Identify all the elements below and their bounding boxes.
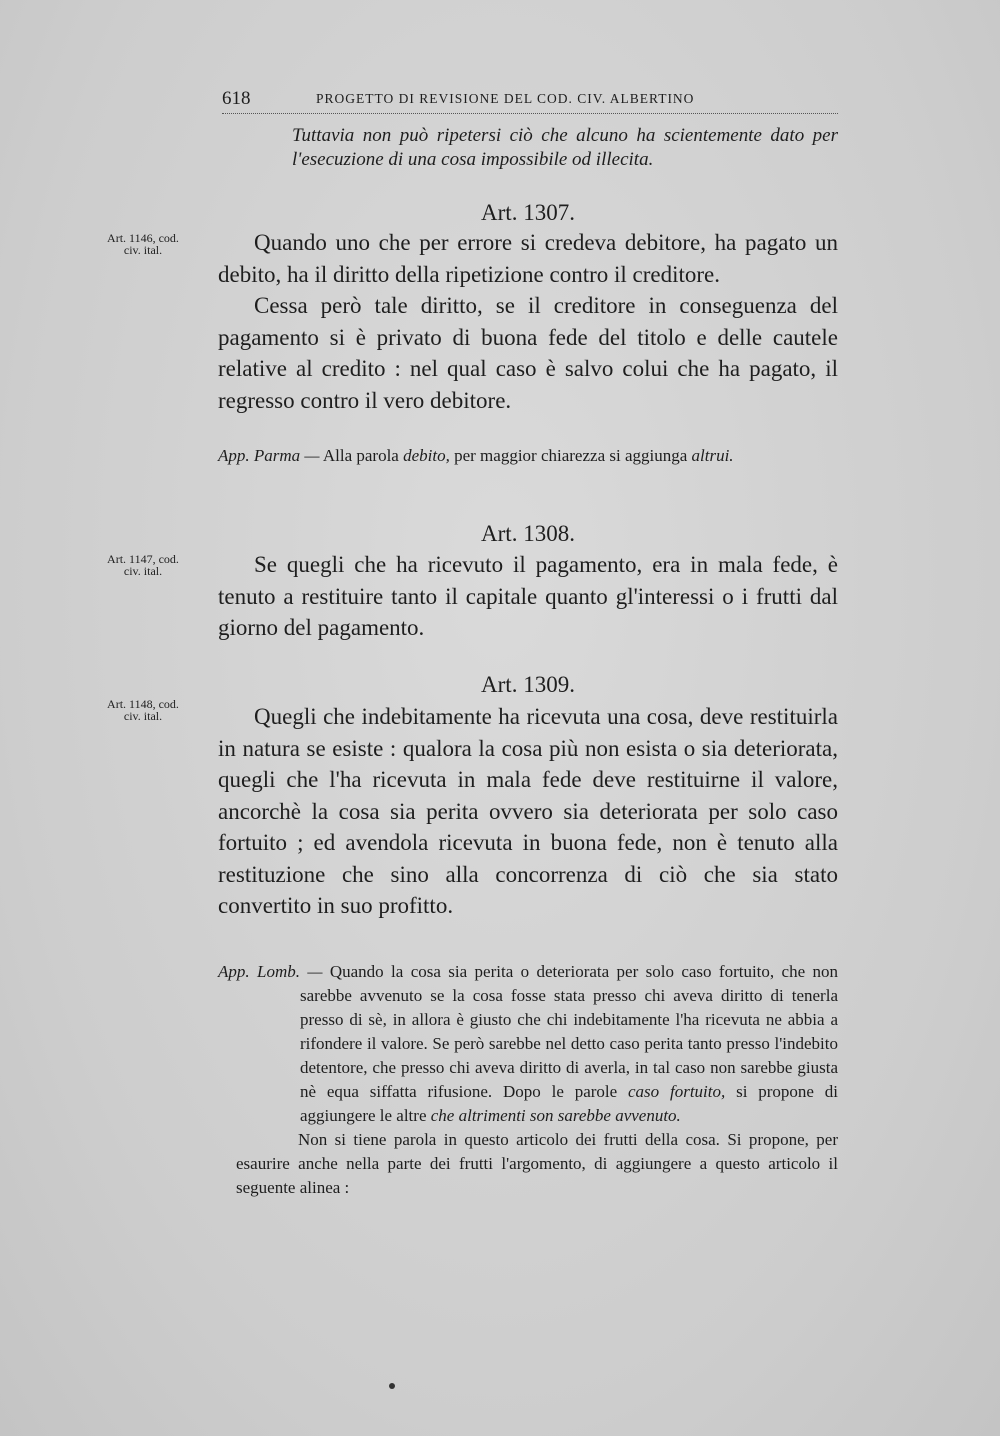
- running-header: [220, 88, 840, 114]
- note-end: che altrimenti son sarebbe avvenuto.: [430, 1106, 681, 1125]
- note-label: App. Parma —: [218, 446, 320, 465]
- article-heading: Art. 1308.: [481, 521, 575, 546]
- article-paragraph: Se quegli che ha ricevuto il pagamento, era in mala fede, è tenuto a restituire tanto il capitale quanto gl'interessi o i frutti dal giorno del pagamento.: [218, 552, 838, 640]
- header-rule: [222, 113, 838, 114]
- article-paragraph: Quando uno che per errore si credeva debitore, ha pagato un debito, ha il diritto della ripetizione contro il creditore.: [218, 230, 838, 287]
- article-body: [218, 701, 838, 922]
- note-end: altrui.: [691, 446, 734, 465]
- margin-note-line: Art. 1146, cod.: [107, 231, 179, 245]
- article-body: [218, 227, 838, 416]
- page-number: 618: [222, 88, 251, 109]
- article-paragraph: Cessa però tale diritto, se il creditore in conseguenza del pagamento si è privato di buona fede del titolo e delle cautele relative al credito : nel qual caso è salvo colui che ha pagato, il regresso contro il vero debitore.: [218, 293, 838, 413]
- ink-speck: [389, 1383, 395, 1389]
- article-heading: Art. 1309.: [481, 672, 575, 697]
- article-heading: Art. 1307.: [481, 200, 575, 225]
- note-text: si propone di aggiungere le altre: [300, 1082, 838, 1125]
- margin-note-line: Art. 1148, cod.: [107, 697, 179, 711]
- margin-note-line: civ. ital.: [123, 243, 163, 257]
- appendix-note: [218, 444, 838, 468]
- note-paragraph: Non si tiene parola in questo articolo dei frutti della cosa. Si propone, per esaurire anche nella parte dei frutti l'argomento, di aggiungere a questo articolo il seguente alinea :: [236, 1130, 838, 1197]
- margin-note: [88, 553, 198, 577]
- note-word: debito,: [403, 446, 450, 465]
- running-title: PROGETTO DI REVISIONE DEL COD. CIV. ALBERTINO: [316, 91, 695, 106]
- article-body: [218, 549, 838, 644]
- note-text: Quando la cosa sia perita o deteriorata per solo caso fortuito, che non sarebbe avvenuto se la cosa fosse stata presso chi aveva diritto di tenerla presso di sè, in allora è giusto che chi indebitamente l'ha ricevuta ne abbia a rifondere il valore. Se però sarebbe nel detto caso perita tanto presso l'indebito detentore, che presso chi aveva diritto di averla, in tal caso non sarebbe giusta nè equa siffatta rifusione. Dopo le parole: [300, 962, 838, 1101]
- margin-note-line: civ. ital.: [123, 564, 163, 578]
- appendix-note: [218, 960, 838, 1200]
- article-paragraph: Quegli che indebitamente ha ricevuta una cosa, deve restituirla in natura se esiste : qualora la cosa più non esista o sia deteriorata, quegli che l'ha ricevuta in mala fede deve restituirne il valore, ancorchè la cosa sia perita ovvero sia deteriorata per solo caso fortuito ; ed avendola ricevuta in buona fede, non è tenuto alla restituzione che sino alla concorrenza di ciò che sia stato convertito in suo profitto.: [218, 704, 838, 918]
- note-text: per maggior chiarezza si aggiunga: [454, 446, 688, 465]
- margin-note: [88, 232, 198, 256]
- margin-note: [88, 698, 198, 722]
- margin-note-line: civ. ital.: [123, 709, 163, 723]
- note-word: caso fortuito,: [628, 1082, 726, 1101]
- note-label: App. Lomb. —: [218, 962, 323, 981]
- note-text: Alla parola: [322, 446, 399, 465]
- margin-note-line: Art. 1147, cod.: [107, 552, 179, 566]
- intro-paragraph: Tuttavia non può ripetersi ciò che alcuno ha scientemente dato per l'esecuzione di una cosa impossibile od illecita.: [292, 125, 838, 170]
